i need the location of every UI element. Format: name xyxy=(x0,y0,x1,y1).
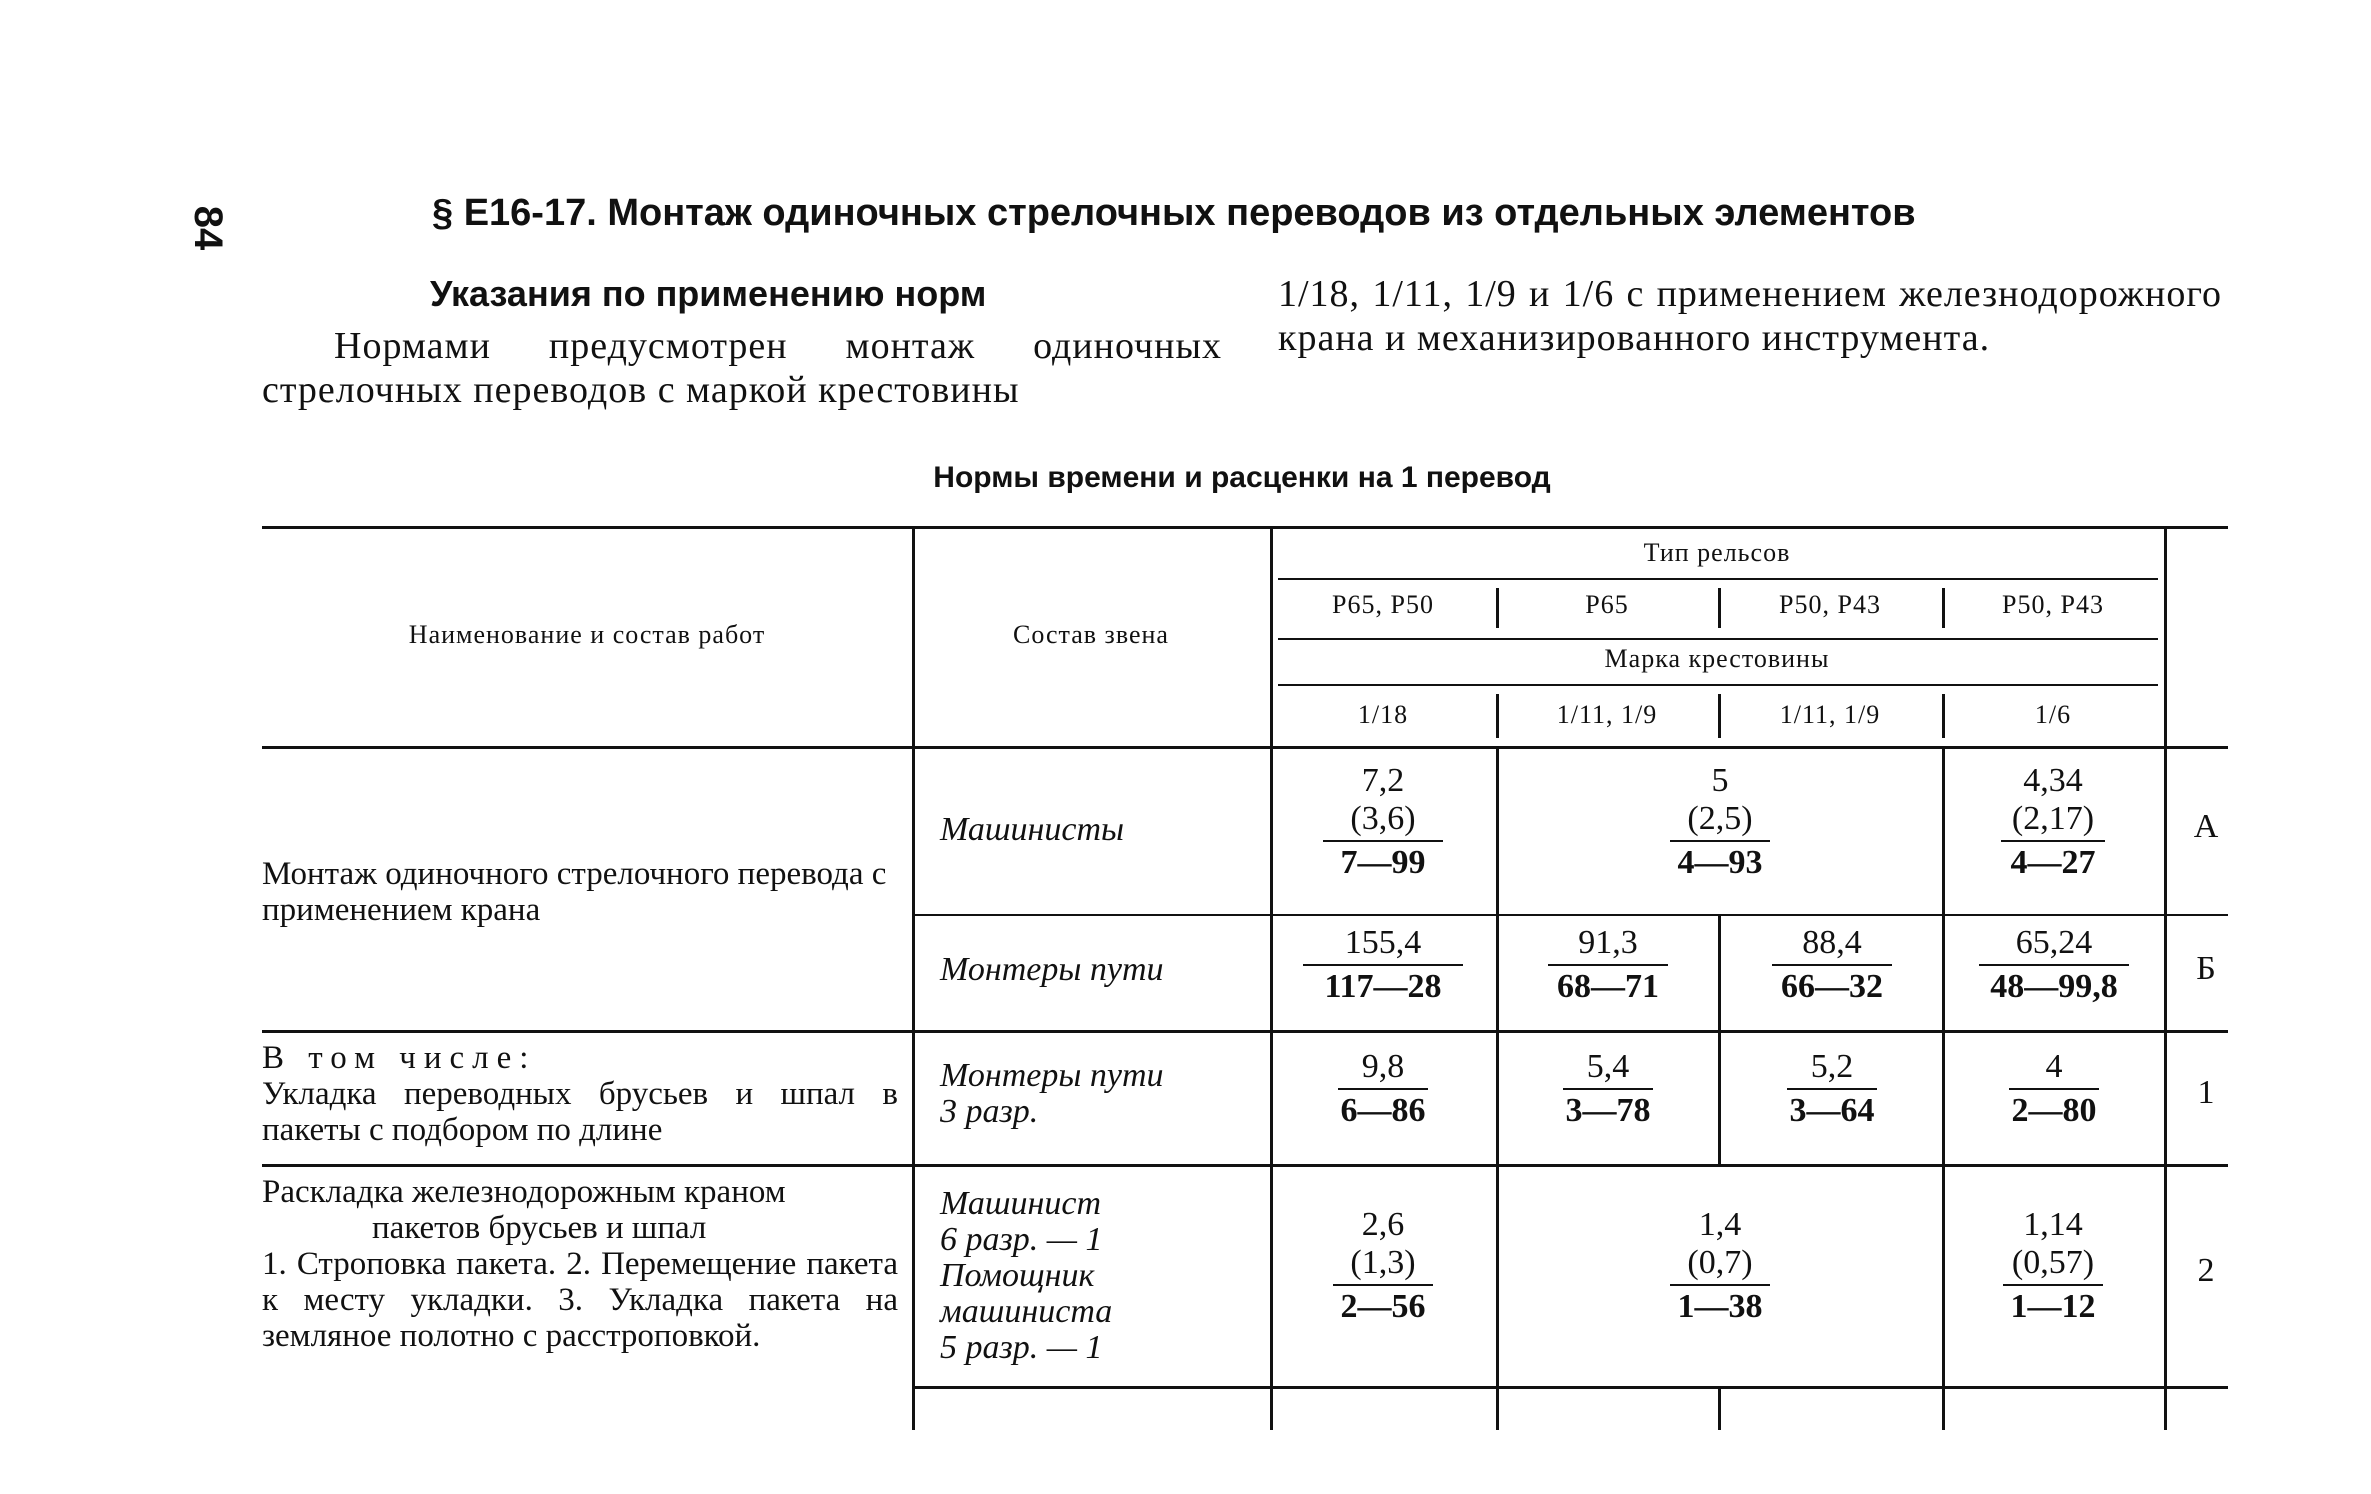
row-b-bottom-rule xyxy=(262,1030,2228,1033)
table-bottom-rule xyxy=(914,1386,2228,1389)
header-frog-2: 1/11, 1/9 xyxy=(1556,700,1658,729)
row2-crew-l4: машиниста xyxy=(940,1293,1113,1330)
row2-crew-l5: 5 разр. — 1 xyxy=(940,1329,1103,1366)
rowA-cell-1: 7,2 (3,6) 7—99 xyxy=(1290,762,1476,882)
row2-crew-l3: Помощник xyxy=(940,1257,1095,1294)
table-top-rule xyxy=(262,526,2228,529)
row2-crew-l2: 6 разр. — 1 xyxy=(940,1221,1103,1258)
row2-cell-1: 2,6 (1,3) 2—56 xyxy=(1290,1206,1476,1326)
row2-work-title-1: Раскладка железнодорожным краном xyxy=(262,1174,786,1210)
rowA-cell-4: 4,34 (2,17) 4—27 xyxy=(1960,762,2146,882)
row2-work-title-2: пакетов брусьев и шпал xyxy=(372,1210,707,1246)
rowB-cell-4: 65,24 48—99,8 xyxy=(1954,924,2154,1006)
row1-label: 1 xyxy=(2197,1074,2215,1111)
row2-cell-4: 1,14 (0,57) 1—12 xyxy=(1960,1206,2146,1326)
row2-work-steps: 1. Строповка пакета. 2. Перемещение пакета к месту укладки. 3. Укладка пакета на земляное полотно с расстроповкой. xyxy=(262,1246,898,1354)
section-title: § Е16-17. Монтаж одиночных стрелочных переводов из отдельных элементов xyxy=(432,192,1916,234)
rowB-cell-2: 91,3 68—71 xyxy=(1510,924,1706,1006)
row2-label: 2 xyxy=(2197,1252,2215,1289)
header-frog-1: 1/18 xyxy=(1357,700,1409,729)
row1-work-intro: В том числе: xyxy=(262,1040,537,1076)
header-rail-2: Р65 xyxy=(1585,590,1629,619)
instructions-heading: Указания по применению норм xyxy=(430,273,987,314)
table-caption: Нормы времени и расценки на 1 перевод xyxy=(933,461,1551,494)
header-rail-3: Р50, Р43 xyxy=(1779,590,1881,619)
row1-crew-line1: Монтеры пути xyxy=(940,1057,1164,1094)
rowA-label: А xyxy=(2193,808,2219,845)
instructions-left-text: Нормами предусмотрен монтаж одиночных стрелочных переводов с маркой крестовины xyxy=(262,325,1222,411)
row2-crew-l1: Машинист xyxy=(940,1185,1102,1222)
sub-rule-1 xyxy=(1496,746,1499,1430)
header-rail-1: Р65, Р50 xyxy=(1332,590,1434,619)
col-labels-rule xyxy=(2164,526,2167,1430)
rowB-cell-1: 155,4 117—28 xyxy=(1290,924,1476,1006)
row1-cell-3: 5,2 3—64 xyxy=(1734,1048,1930,1130)
header-frog-3: 1/11, 1/9 xyxy=(1779,700,1881,729)
row1-work-text: Укладка переводных брусьев и шпал в пакеты с подбором по длине xyxy=(262,1076,898,1148)
rowB-label: Б xyxy=(2196,950,2216,987)
sub-rule-3 xyxy=(1942,746,1945,1430)
header-rail-4: Р50, Р43 xyxy=(2002,590,2104,619)
instructions-right-text: 1/18, 1/11, 1/9 и 1/6 с применением железнодорожного крана и механизированного инструмента. xyxy=(1278,273,2222,359)
page-number: 84 xyxy=(186,205,230,251)
header-frog-mark: Марка крестовины xyxy=(1604,644,1830,673)
rail-type-rule xyxy=(1278,578,2158,580)
header-work: Наименование и состав работ xyxy=(408,620,766,649)
col-crew-rule xyxy=(912,526,915,1430)
header-frog-4: 1/6 xyxy=(2034,700,2072,729)
row-1-bottom-rule xyxy=(262,1164,2228,1167)
rowB-cell-3: 88,4 66—32 xyxy=(1734,924,1930,1006)
row1-work-description: Монтаж одиночного стрелочного перевода с применением крана xyxy=(262,856,887,928)
row1-crew-line2: 3 разр. xyxy=(940,1093,1039,1130)
sub-rule-2-bottom xyxy=(1718,1386,1721,1430)
rowB-crew: Монтеры пути xyxy=(940,951,1164,988)
row1-cell-1: 9,8 6—86 xyxy=(1290,1048,1476,1130)
rails-rule xyxy=(1278,638,2158,640)
rowA-crew: Машинисты xyxy=(940,811,1125,848)
rowA-cell-23: 5 (2,5) 4—93 xyxy=(1500,762,1940,882)
row1-cell-4: 4 2—80 xyxy=(1954,1048,2154,1130)
header-bottom-rule xyxy=(262,746,2228,749)
row-a-b-rule xyxy=(914,914,2228,916)
frog-mark-rule xyxy=(1278,684,2158,686)
row1-cell-2: 5,4 3—78 xyxy=(1510,1048,1706,1130)
header-crew: Состав звена xyxy=(1013,620,1169,649)
row2-cell-23: 1,4 (0,7) 1—38 xyxy=(1500,1206,1940,1326)
sub-rule-2-rowb xyxy=(1718,914,1721,1166)
header-rail-type: Тип рельсов xyxy=(1643,538,1791,567)
